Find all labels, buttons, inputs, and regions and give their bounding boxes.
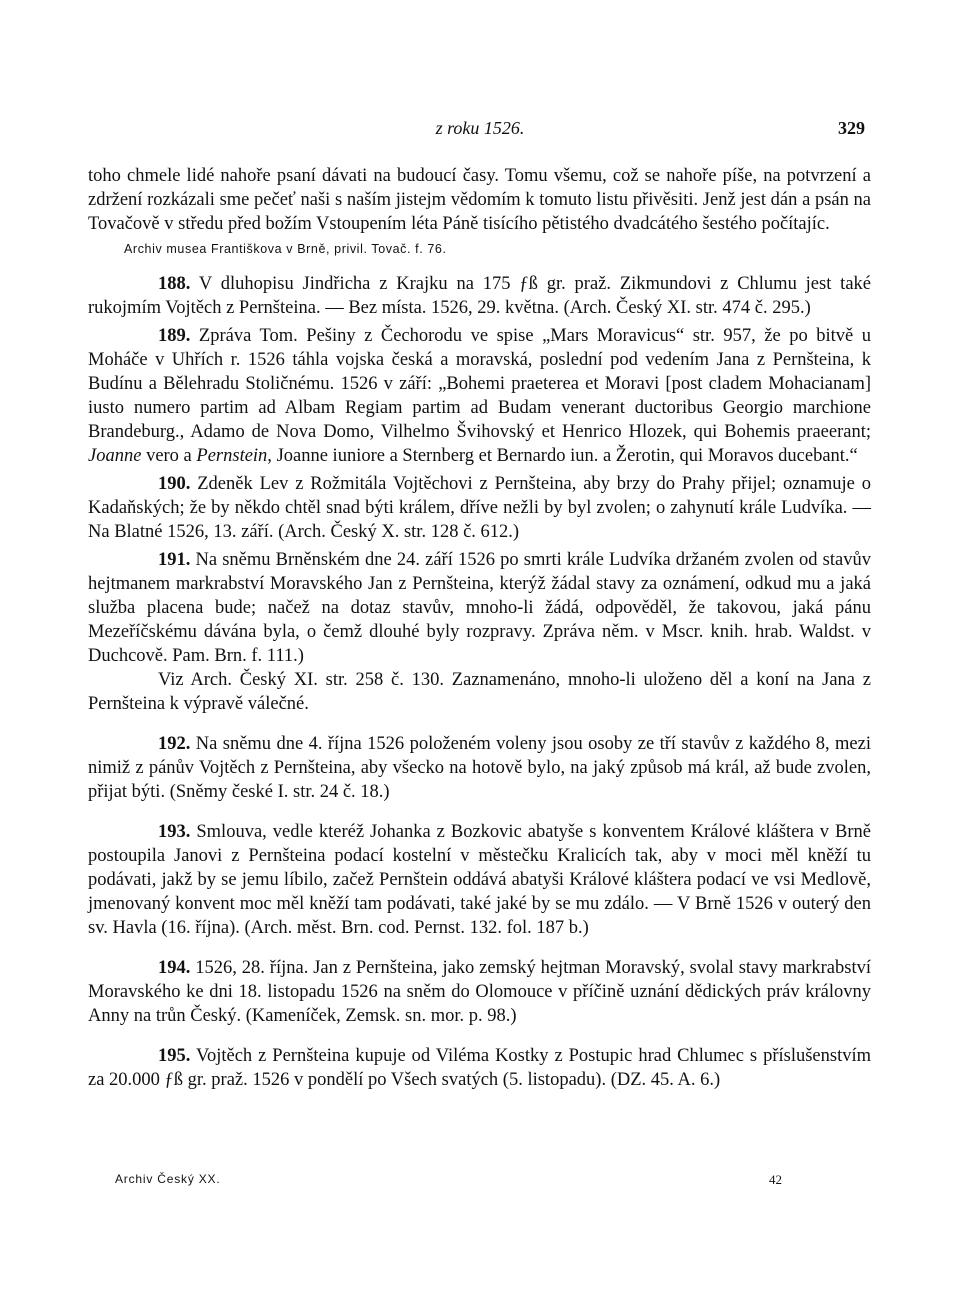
entry-text: vero a <box>141 446 197 466</box>
entry-number: 192. <box>158 734 191 754</box>
entry-191 <box>88 548 871 668</box>
footer-volume: Archiv Český XX. <box>115 1172 221 1186</box>
italic-name: Joanne <box>88 446 142 466</box>
entry-193 <box>88 820 871 940</box>
entry-text: Zpráva Tom. Pešiny z Čechorodu ve spise „Mars Moravicus“ str. 957, že po bitvě u Moháče v Uhřích r. 1526 táhla vojska česká a moravská, poslední pod vedením Jana z Pernšteina, k Budínu a Bělehradu Stoličnému. 1526 v září: „Bohemi praeterea et Moravi [post cladem Mohacianam] iusto numero partim ad Albam Regiam partim ad Budam venerant ductoribus Georgio marchione Brandeburg., Adamo de Nova Domo, Vilhelmo Švihovský et Henrico Hlozek, qui Bohemis praeerant; <box>88 326 871 442</box>
entry-text: Joanne iuniore a Sternberg et Bernardo iun. a Žerotin, qui Moravos ducebant.“ <box>271 446 858 466</box>
document-body <box>88 164 871 1092</box>
entry-text: 1526, 28. října. Jan z Pernšteina, jako zemský hejtman Moravský, svolal stavy markrabství Moravského ke dni 18. listopadu 1526 na sněm do Olomouce v příčině uznání dědických práv královny Anny na trůn Český. (Kameníček, Zemsk. sn. mor. p. 98.) <box>88 958 871 1026</box>
entry-number: 195. <box>158 1046 191 1066</box>
entry-190 <box>88 472 871 544</box>
entry-189 <box>88 324 871 468</box>
source-note: Archiv musea Františkova v Brně, privil. Tovač. f. 76. <box>124 242 447 256</box>
continuation-paragraph: toho chmele lidé nahoře psaní dávati na budoucí časy. Tomu všemu, což se nahoře píše, na potvrzení a zdržení rozkázali sme pečeť naši s naším jistejm vědomím k tomuto listu přivěsiti. Jenž jest dán a psán na Tovačově v středu před božím Vstoupením léta Páně tisícího pětistého dvadcátého šestého počítajíc. <box>88 166 871 234</box>
entry-number: 193. <box>158 822 191 842</box>
entry-text: Vojtěch z Pernšteina kupuje od Viléma Kostky z Postupic hrad Chlumec s příslušenstvím za 20.000 ƒß gr. praž. 1526 v pondělí po Všech svatých (5. listopadu). (DZ. 45. A. 6.) <box>88 1046 871 1090</box>
entry-text: Zdeněk Lev z Rožmitála Vojtěchovi z Pernšteina, aby brzy do Prahy přijel; oznamuje o Kadaňských; že by někdo chtěl snad býti králem, dříve nežli by byl zvolen; o zahynutí krále Ludvíka. — Na Blatné 1526, 13. září. (Arch. Český X. str. 128 č. 612.) <box>88 474 871 542</box>
entry-number: 188. <box>158 274 191 294</box>
entry-195 <box>88 1044 871 1092</box>
entry-188 <box>88 272 871 320</box>
entry-number: 189. <box>158 326 191 346</box>
page-number: 329 <box>838 118 865 138</box>
entry-number: 190. <box>158 474 191 494</box>
entry-text: Na sněmu Brněnském dne 24. září 1526 po smrti krále Ludvíka držaném zvolen od stavův hejtmanem markrabství Moravského Jan z Pernšteina, kterýž žádal stavy za oznámení, odkud mu a jaká služba placena bude; načež na dotaz stavův, mnoho-li žádá, odpověděl, že takovou, jaká pánu Mezeříčskému dávána byla, o čemž dlouhé byly rozpravy. Zpráva něm. v Mscr. knih. hrab. Waldst. v Duchcově. Pam. Brn. f. 111.) <box>88 550 871 666</box>
entry-number: 191. <box>158 550 191 570</box>
italic-name: Pernstein, <box>196 446 272 466</box>
running-header: z roku 1526. <box>435 118 525 138</box>
entry-number: 194. <box>158 958 191 978</box>
entry-194 <box>88 956 871 1028</box>
entry-191-note: Viz Arch. Český XI. str. 258 č. 130. Zaznamenáno, mnoho-li uloženo děl a koní na Jana z Pernšteina k výpravě válečné. <box>88 670 871 714</box>
entry-text: Na sněmu dne 4. října 1526 položeném voleny jsou osoby ze tří stavův z každého 8, mezi nimiž z pánův Vojtěch z Pernšteina, aby všecko na hotově bylo, na jaký způsob má král, až bude zvolen, přijat býti. (Sněmy české I. str. 24 č. 18.) <box>88 734 871 802</box>
entry-text: V dluhopisu Jindřicha z Krajku na 175 ƒß gr. praž. Zikmundovi z Chlumu jest také rukojmím Vojtěch z Pernšteina. — Bez místa. 1526, 29. května. (Arch. Český XI. str. 474 č. 295.) <box>88 274 871 318</box>
entry-text: Smlouva, vedle kteréž Johanka z Bozkovic abatyše s konventem Králové kláštera v Brně postoupila Janovi z Pernšteina podací kostelní v městečku Kralicích tak, aby v moci měl kněží tu podávati, jakž by se jemu líbilo, začež Pernštein oddává abatyši Králové kláštera podací ve vsi Medlově, jmenovaný konvent moc měl kněží tam podávati, také jaké by se mu zdálo. — V Brně 1526 v outerý den sv. Havla (16. října). (Arch. měst. Brn. cod. Pernst. 132. fol. 187 b.) <box>88 822 871 938</box>
footer-signature: 42 <box>769 1172 782 1187</box>
entry-192 <box>88 732 871 804</box>
